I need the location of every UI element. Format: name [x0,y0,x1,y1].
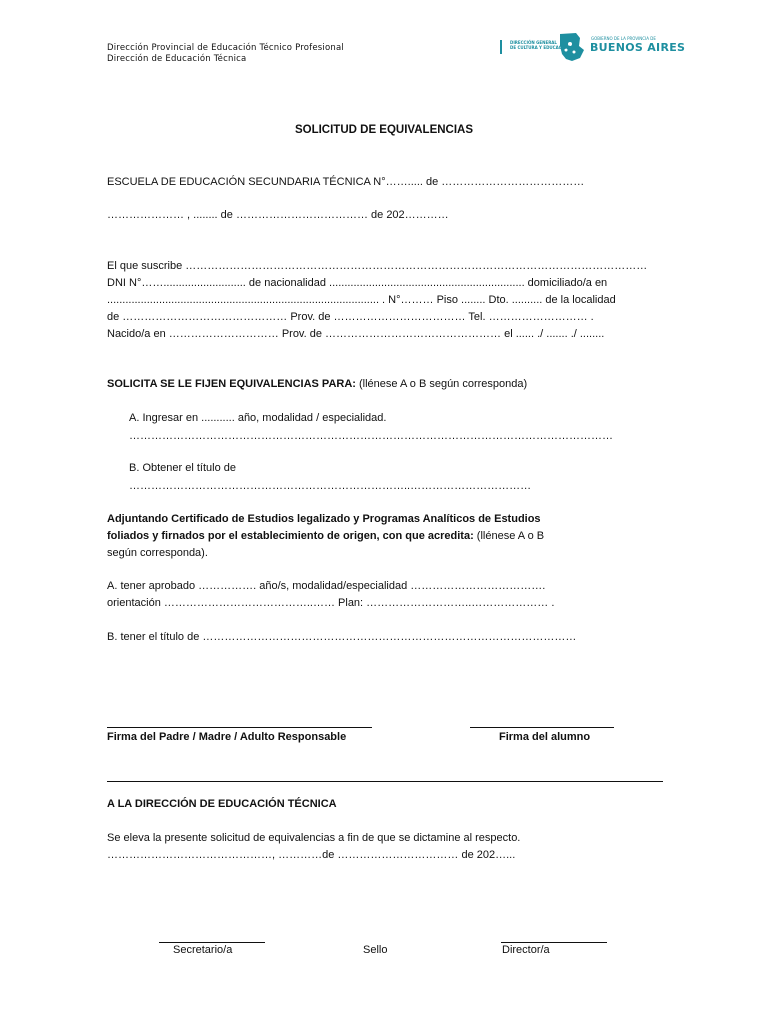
logo-province-text: BUENOS AIRES [590,41,686,54]
direction-line-1: Se eleva la presente solicitud de equivalencias a fin de que se dictamine al respecto. [107,832,521,844]
attach-a-line-1: A. tener aprobado ……………. año/s, modalidad/especialidad ………………………………. [107,580,546,592]
student-signature-label: Firma del alumno [499,731,591,743]
student-signature-line [470,727,614,728]
attach-line-3: según corresponda). [107,547,208,559]
attach-line-2-note: (llénese A o B [473,530,545,542]
applicant-line-3: ......................................................................................... . N°……… Piso ........ Dto. .......... de la localidad [107,294,616,306]
request-heading [107,378,527,390]
section-divider [107,781,663,782]
secretary-label: Secretario/a [173,944,233,956]
logo-gov-text: GOBIERNO DE LA PROVINCIA DE [591,36,656,41]
header-line-2: Dirección de Educación Técnica [107,54,247,64]
director-signature-line [501,942,607,943]
province-logo [500,30,686,64]
attach-b-line: B. tener el título de ………………………………………………………………………………………… [107,631,577,643]
option-b-dots: …………………………………………………………………..…………………………… [129,480,532,492]
attach-line-2-bold: foliados y firnados por el establecimiento de origen, con que acredita: [107,530,474,542]
attach-a-line-2: orientación …………………………………..…… Plan: ………………………..………………… . [107,597,555,609]
header-line-1: Dirección Provincial de Educación Técnico Profesional [107,43,344,53]
request-note: (llénese A o B según corresponda) [355,378,528,390]
applicant-line-4: de ……………………………………… Prov. de ……………………………… Tel. ……………………… . [107,311,594,323]
attach-line-2 [107,530,544,542]
parent-signature-line [107,727,372,728]
page-title: SOLICITUD DE EQUIVALENCIAS [294,124,474,136]
logo-dept-line-1: DIRECCIÓN GENERAL [510,40,557,45]
logo-dept-text [510,40,570,50]
school-line: ESCUELA DE EDUCACIÓN SECUNDARIA TÉCNICA N°……..... de ………………………………… [107,176,585,188]
option-b: B. Obtener el título de [129,462,237,474]
applicant-line-1: El que suscribe ……………………………………………………………………………………………………………… [107,260,648,272]
direction-line-2: ………………………………………, …………de …………………………… de 202…... [107,849,516,861]
parent-signature-label: Firma del Padre / Madre / Adulto Responsable [107,731,347,743]
request-label: SOLICITA SE LE FIJEN EQUIVALENCIAS PARA: [107,378,356,390]
applicant-line-2: DNI N°……........................... de nacionalidad ................................................................ domiciliado/a en [107,277,608,289]
direction-title: A LA DIRECCIÓN DE EDUCACIÓN TÉCNICA [107,798,337,810]
option-a: A. Ingresar en ........... año, modalidad / especialidad. [129,412,387,424]
option-a-dots: …………………………………………………………………………………………………………………… [129,430,613,442]
director-label: Director/a [502,944,550,956]
logo-dept-line-2: DE CULTURA Y EDUCACIÓN [510,45,570,50]
seal-label: Sello [363,944,388,956]
date-line: ………………… , ........ de ……………………………… de 202………… [107,209,449,221]
applicant-line-5: Nacido/a en ………………………… Prov. de ………………………………………… el ...... ./ ....... ./ ........ [107,328,605,340]
secretary-signature-line [159,942,265,943]
attach-line-1: Adjuntando Certificado de Estudios legalizado y Programas Analíticos de Estudios [107,513,541,525]
